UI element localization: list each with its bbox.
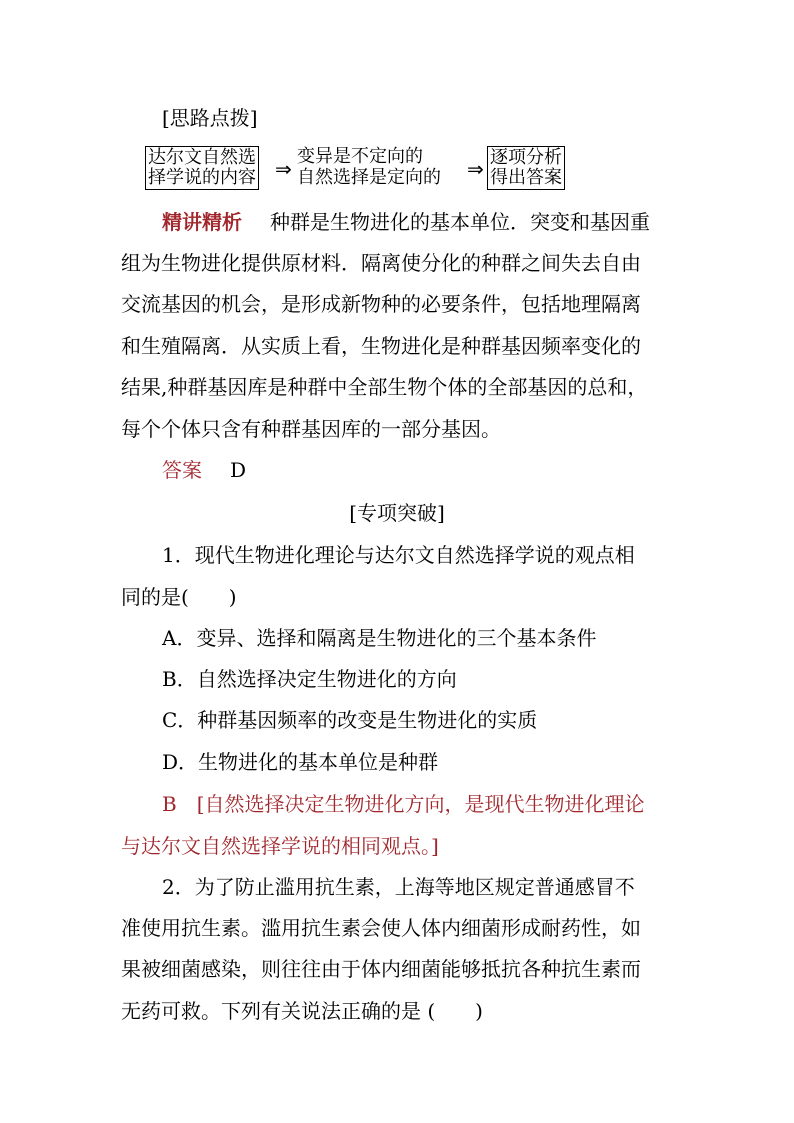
flow-box-2-line-2: 得出答案 <box>490 167 562 188</box>
q1-option-d: D．生物进化的基本单位是种群 <box>162 750 439 774</box>
flow-arrow-icon: ⇒ <box>467 157 484 181</box>
flow-middle-line-1: 变异是不定向的 <box>297 146 423 167</box>
q2-stem-line-2: 准使用抗生素。滥用抗生素会使人体内细菌形成耐药性，如 <box>121 916 641 940</box>
analysis-line-6: 每个个体只含有种群基因库的一部分基因。 <box>121 417 501 441</box>
answer-line <box>162 456 682 484</box>
analysis-line-3: 交流基因的机会，是形成新物种的必要条件，包括地理隔离 <box>121 292 641 316</box>
flow-box-1-line-1: 达尔文自然选 <box>148 147 256 168</box>
q1-option-b: B．自然选择决定生物进化的方向 <box>162 667 457 691</box>
q2-stem-line-4: 无药可救。下列有关说法正确的是 ( ) <box>121 999 483 1023</box>
q1-option-a: A．变异、选择和隔离是生物进化的三个基本条件 <box>162 626 597 650</box>
flow-middle-line-2: 自然选择是定向的 <box>297 167 441 188</box>
q1-stem-line-1: 1．现代生物进化理论与达尔文自然选择学说的观点相 <box>162 543 635 567</box>
flow-box-1-line-2: 择学说的内容 <box>148 167 256 188</box>
q1-explanation-line-2: 与达尔文自然选择学说的相同观点。] <box>121 834 439 858</box>
q1-stem-line-2: 同的是( ) <box>121 585 237 609</box>
flow-arrow-icon: ⇒ <box>275 157 292 181</box>
answer-label: 答案 <box>162 458 202 482</box>
analysis-line-2: 组为生物进化提供原材料．隔离使分化的种群之间失去自由 <box>121 251 641 275</box>
hint-title: [思路点拨] <box>162 106 258 130</box>
flow-box-2-line-1: 逐项分析 <box>490 147 562 168</box>
flow-box-2 <box>487 146 565 190</box>
flow-middle-text <box>297 146 441 188</box>
flow-box-1 <box>145 146 259 190</box>
analysis-line-4: 和生殖隔离．从实质上看，生物进化是种群基因频率变化的 <box>121 334 641 358</box>
q2-stem-line-1: 2．为了防止滥用抗生素，上海等地区规定普通感冒不 <box>162 875 635 899</box>
section-title: [专项突破] <box>349 501 445 525</box>
answer-value: D <box>230 458 247 482</box>
analysis-line-1 <box>162 208 682 236</box>
analysis-line-5: 结果,种群基因库是种群中全部生物个体的全部基因的总和， <box>121 375 648 399</box>
analysis-text: 种群是生物进化的基本单位．突变和基因重 <box>270 210 650 234</box>
q1-explanation-line-1: B [自然选择决定生物进化方向，是现代生物进化理论 <box>162 792 645 816</box>
q2-stem-line-3: 果被细菌感染，则往往由于体内细菌能够抵抗各种抗生素而 <box>121 957 641 981</box>
q1-option-c: C．种群基因频率的改变是生物进化的实质 <box>162 708 538 732</box>
analysis-label: 精讲精析 <box>162 210 242 234</box>
